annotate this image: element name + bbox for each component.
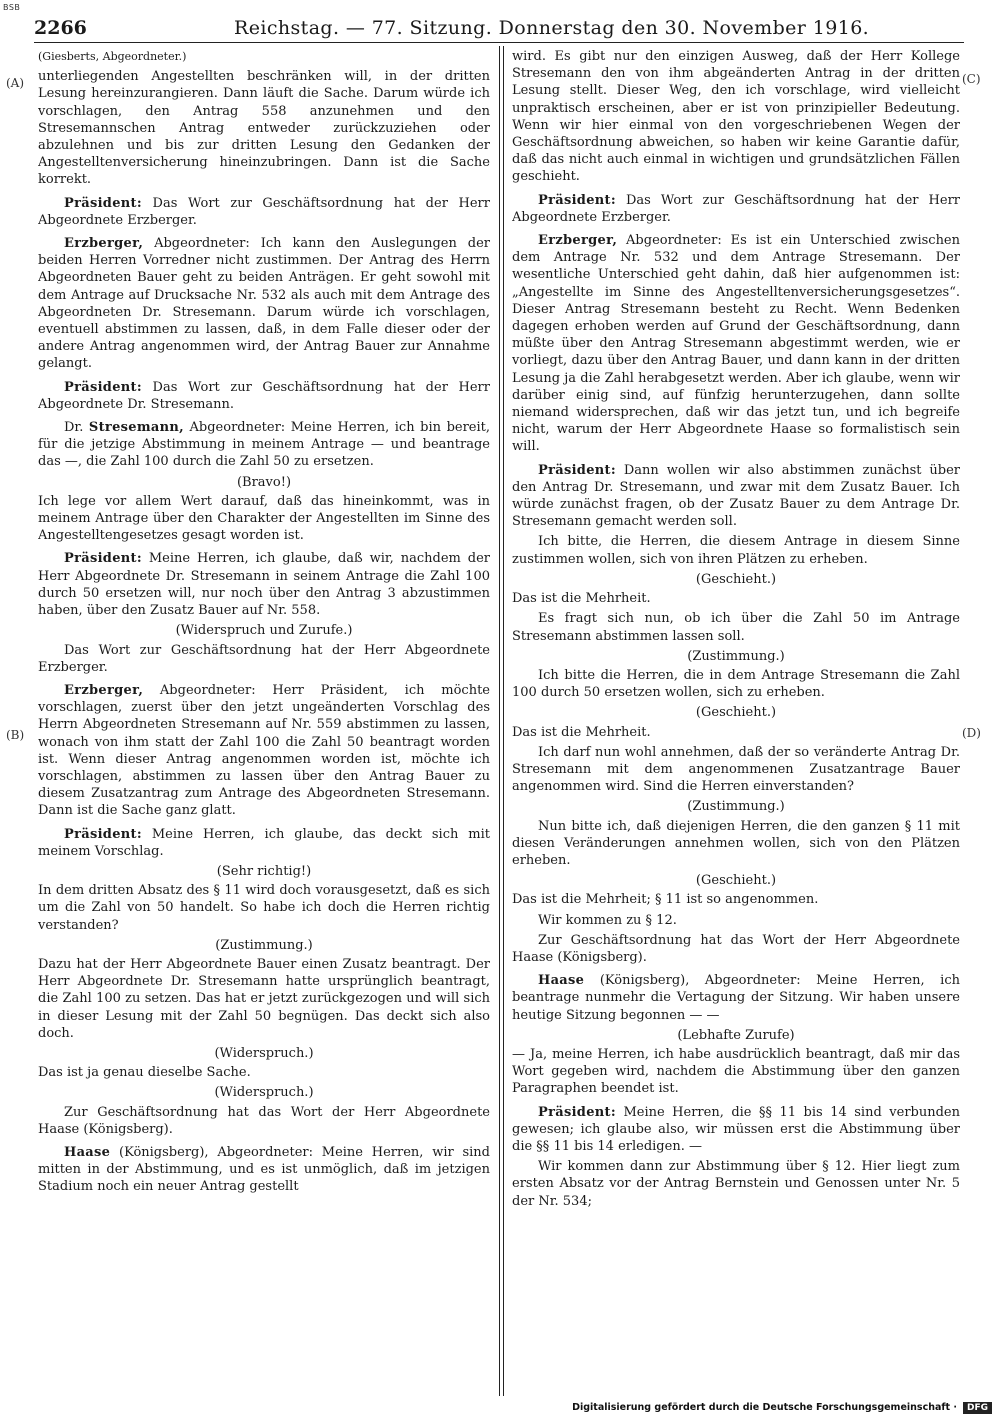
speaker-name: Erzberger, bbox=[64, 682, 144, 698]
interjection: (Zustimmung.) bbox=[215, 937, 313, 953]
paragraph: Wir kommen zu § 12. bbox=[538, 912, 677, 928]
paragraph: wird. Es gibt nur den einzigen Ausweg, daß der Herr Kollege Stresemann den von ihm abgeänderten Antrag in der dritten Lesung stellt. Dieser Weg, den ich vorschlage, wird vielleicht unpraktisch erscheinen, aber er ist von prinzipieller Bedeutung. Wenn wir hier einmal von den vorgeschriebenen Wegen der Geschäftsordnung abweichen, so haben wir keine Garantie dafür, daß das nicht auch einmal in wichtigen und grundsätzlichen Fällen geschieht. bbox=[512, 49, 960, 185]
paragraph: Es fragt sich nun, ob ich über die Zahl 50 im Antrage Stresemann abstimmen lassen soll. bbox=[512, 611, 960, 644]
speech-text: Das Wort zur Geschäftsordnung hat der Herr Abgeordnete Dr. Stresemann. bbox=[38, 379, 490, 412]
paragraph: In dem dritten Absatz des § 11 wird doch vorausgesetzt, daß es sich um die Zahl von 50 handelt. So habe ich doch die Herren richtig verstanden? bbox=[38, 883, 490, 933]
running-title: Reichstag. — 77. Sitzung. Donnerstag den 30. November 1916. bbox=[234, 17, 870, 39]
paragraph: Das ist die Mehrheit. bbox=[512, 724, 651, 740]
speech-text: Meine Herren, ich glaube, daß wir, nachdem der Herr Abgeordnete Dr. Stresemann in seinem Antrage die Zahl 100 durch 50 ersetzen will, nur noch über den Antrag 3 abzustimmen haben, über den Zusatz Bauer auf Nr. 558. bbox=[38, 551, 490, 619]
speaker-name: Haase bbox=[64, 1144, 111, 1160]
paragraph: Das ist ja genau dieselbe Sache. bbox=[38, 1065, 251, 1081]
speech-text: (Königsberg), Abgeordneter: Meine Herren, ich beantrage nunmehr die Vertagung der Sitzung. Wir haben unsere heutige Sitzung begonnen — — bbox=[512, 973, 960, 1023]
paragraph: Das ist die Mehrheit; § 11 ist so angenommen. bbox=[512, 892, 819, 908]
speech-text: Das Wort zur Geschäftsordnung hat der Herr Abgeordnete Erzberger. bbox=[512, 192, 960, 225]
interjection: (Zustimmung.) bbox=[687, 648, 785, 664]
speaker-name: Präsident: bbox=[538, 1104, 616, 1120]
speech-text: Abgeordneter: Meine Herren, ich bin bereit, für die jetzige Abstimmung in meinem Antrage — und beantrage das —, die Zahl 100 durch die Zahl 50 zu ersetzen. bbox=[38, 420, 490, 470]
paragraph: Wir kommen dann zur Abstimmung über § 12. Hier liegt zum ersten Absatz vor der Antrag Bernstein und Genossen unter Nr. 5 der Nr. 534; bbox=[512, 1159, 960, 1209]
speech-text: Abgeordneter: Es ist ein Unterschied zwischen dem Antrage Nr. 532 und dem Antrage Stresemann. Der wesentliche Unterschied geht dahin, daß hier aufgenommen ist: „Angestellte im Sinne des Angestelltenversicherungsgesetzes“. Dieser Antrag Stresemann besteht zu Recht. Wenn Bedenken dagegen erhoben werden auf Grund der Geschäftsordnung, dann müßte über den Antrag Stresemann abgestimmt werden, wie er vorliegt, dazu über den Antrag Bauer, und dann kann in der dritten Lesung ja die Zahl herabgesetzt werden. Aber ich glaube, wenn wir darüber einig sind, auf fünfzig herunterzugehen, dann sollte niemand widersprechen, daß wir das jetzt tun, und ich begreife nicht, warum der Herr Abgeordnete Haase so formalistisch sein will. bbox=[512, 233, 960, 455]
speaker-note: (Giesberts, Abgeordneter.) bbox=[38, 50, 187, 63]
speech-text: Meine Herren, die §§ 11 bis 14 sind verbunden gewesen; ich glaube also, wir müssen erst die Abstimmung über die §§ 11 bis 14 erledigen. — bbox=[512, 1104, 960, 1154]
paragraph: unterliegenden Angestellten beschränken will, in der dritten Lesung hereinzurangieren. Dann läuft die Sache. Darum würde ich vorschlagen, den Antrag 558 anzunehmen und den Stresemannschen Antrag entweder zurückzuziehen oder abzulehnen und bis zur dritten Lesung den Gedanken der Angestelltenversicherung hineinzubringen. Dann ist die Sache korrekt. bbox=[38, 69, 490, 188]
speaker-name: Präsident: bbox=[64, 195, 142, 211]
paragraph: Ich lege vor allem Wert darauf, daß das hineinkommt, was in meinem Antrage über den Charakter der Angestellten im Sinne des Angestelltengesetzes gesagt worden ist. bbox=[38, 493, 490, 544]
speaker-title: Dr. bbox=[64, 420, 84, 436]
speaker-name: Haase bbox=[538, 973, 585, 989]
speech-text: Dann wollen wir also abstimmen zunächst über den Antrag Dr. Stresemann, und zwar mit dem Zusatz Bauer. Ich würde zunächst fragen, ob der Zusatz Bauer zu dem Antrage Dr. Stresemann gemacht werden soll. bbox=[512, 462, 960, 530]
dfg-logo: DFG bbox=[963, 1402, 992, 1414]
bsb-watermark: BSB bbox=[3, 3, 21, 12]
paragraph: Ich darf nun wohl annehmen, daß der so veränderte Antrag Dr. Stresemann mit dem angenommenen Zusatzantrage Bauer angenommen wird. Sind die Herren einverstanden? bbox=[512, 744, 960, 795]
paragraph bbox=[38, 550, 490, 619]
speaker-name: Präsident: bbox=[538, 462, 616, 478]
paragraph: Das Wort zur Geschäftsordnung hat der Herr Abgeordnete Erzberger. bbox=[38, 642, 490, 675]
speech-text: Abgeordneter: Herr Präsident, ich möchte vorschlagen, zuerst über den jetzt ungeänderten Vorschlag des Herrn Abgeordneten Stresemann auf Nr. 559 abstimmen zu lassen, wonach von ihm statt der Zahl 100 die Zahl 50 beantragt worden ist. Wenn dieser Antrag angenommen worden ist, möchte ich vorschlagen, abstimmen zu lassen über den Antrag Bauer zu diesem Zusatzantrag zum Antrage des Abgeordneten Stresemann. Dann ist die Sache ganz glatt. bbox=[38, 682, 490, 819]
paragraph bbox=[38, 195, 490, 229]
speaker-name: Präsident: bbox=[64, 826, 142, 842]
paragraph bbox=[512, 232, 960, 456]
speaker-name: Stresemann, bbox=[88, 420, 184, 436]
header-rule bbox=[34, 42, 964, 43]
footer-text: Digitalisierung gefördert durch die Deutsche Forschungsgemeinschaft · bbox=[572, 1402, 957, 1413]
paragraph: Zur Geschäftsordnung hat das Wort der Herr Abgeordnete Haase (Königsberg). bbox=[512, 932, 960, 965]
speaker-name: Präsident: bbox=[64, 551, 142, 567]
paragraph bbox=[38, 826, 490, 860]
interjection: (Widerspruch.) bbox=[214, 1085, 314, 1101]
paragraph: Dazu hat der Herr Abgeordnete Bauer einen Zusatz beantragt. Der Herr Abgeordnete Dr. Stresemann hatte ursprünglich beantragt, die Zahl 100 zu setzen. Das hat er jetzt zurückgezogen und will sich in dieser Lesung mit der Zahl 50 begnügen. Das deckt sich also doch. bbox=[38, 956, 490, 1041]
paragraph bbox=[38, 379, 490, 413]
paragraph bbox=[512, 462, 960, 531]
paragraph bbox=[38, 419, 490, 471]
paragraph: Nun bitte ich, daß diejenigen Herren, die den ganzen § 11 mit diesen Veränderungen annehmen wollen, sich von den Plätzen erheben. bbox=[512, 818, 960, 868]
speaker-name: Erzberger, bbox=[538, 233, 618, 249]
interjection: (Geschieht.) bbox=[695, 571, 777, 587]
interjection: (Bravo!) bbox=[236, 474, 292, 490]
paragraph: — Ja, meine Herren, ich habe ausdrücklich beantragt, daß mir das Wort gegeben wird, nachdem die Abstimmung über den ganzen Paragraphen beendet ist. bbox=[512, 1046, 960, 1097]
margin-mark-d: (D) bbox=[962, 726, 981, 740]
interjection: (Geschieht.) bbox=[695, 705, 777, 721]
margin-mark-b: (B) bbox=[6, 728, 25, 742]
interjection: (Widerspruch und Zurufe.) bbox=[175, 623, 353, 639]
speech-text: (Königsberg), Abgeordneter: Meine Herren, wir sind mitten in der Abstimmung, und es ist unmöglich, daß im jetzigen Stadium noch ein neuer Antrag gestellt bbox=[38, 1144, 490, 1195]
paragraph: Zur Geschäftsordnung hat das Wort der Herr Abgeordnete Haase (Königsberg). bbox=[38, 1104, 490, 1137]
digitization-footer bbox=[572, 1402, 992, 1414]
speech-text: Meine Herren, ich glaube, das deckt sich mit meinem Vorschlag. bbox=[38, 826, 490, 859]
paragraph bbox=[38, 682, 490, 820]
left-column bbox=[38, 48, 490, 1398]
paragraph bbox=[512, 192, 960, 226]
paragraph bbox=[512, 972, 960, 1024]
column-divider-second bbox=[503, 46, 504, 1396]
margin-mark-c: (C) bbox=[962, 72, 981, 86]
paragraph bbox=[38, 235, 490, 373]
speaker-name: Präsident: bbox=[538, 192, 616, 208]
paragraph: Ich bitte, die Herren, die diesem Antrage in diesem Sinne zustimmen wollen, sich von ihren Plätzen zu erheben. bbox=[512, 534, 960, 567]
interjection: (Widerspruch.) bbox=[214, 1045, 314, 1061]
paragraph bbox=[38, 1144, 490, 1196]
paragraph bbox=[512, 1104, 960, 1156]
paragraph: Ich bitte die Herren, die in dem Antrage Stresemann die Zahl 100 durch 50 ersetzen wollen, sich zu erheben. bbox=[512, 667, 960, 701]
speech-text: Abgeordneter: Ich kann den Auslegungen der beiden Herren Vorredner nicht zustimmen. Der Antrag des Herrn Abgeordneten Bauer geht zu beiden Anträgen. Er geht sowohl mit dem Antrage auf Drucksache Nr. 532 als auch mit dem Antrage des Abgeordneten Dr. Stresemann. Darum würde ich vorschlagen, eventuell abstimmen zu lassen, daß, in dem Falle dieser oder der andere Antrag angenommen wird, der Antrag Bauer zur Annahme gelangt. bbox=[38, 236, 490, 372]
speech-text: Das Wort zur Geschäftsordnung hat der Herr Abgeordnete Erzberger. bbox=[38, 195, 490, 228]
page-header bbox=[34, 16, 964, 40]
interjection: (Lebhafte Zurufe) bbox=[677, 1027, 795, 1043]
interjection: (Geschieht.) bbox=[695, 873, 777, 889]
paragraph: Das ist die Mehrheit. bbox=[512, 591, 651, 607]
right-column bbox=[512, 48, 960, 1398]
speaker-name: Präsident: bbox=[64, 379, 142, 395]
page-number: 2266 bbox=[34, 17, 87, 39]
interjection: (Sehr richtig!) bbox=[216, 863, 312, 879]
interjection: (Zustimmung.) bbox=[687, 799, 785, 815]
column-divider bbox=[499, 46, 500, 1396]
speaker-name: Erzberger, bbox=[64, 236, 144, 252]
margin-mark-a: (A) bbox=[6, 76, 25, 90]
